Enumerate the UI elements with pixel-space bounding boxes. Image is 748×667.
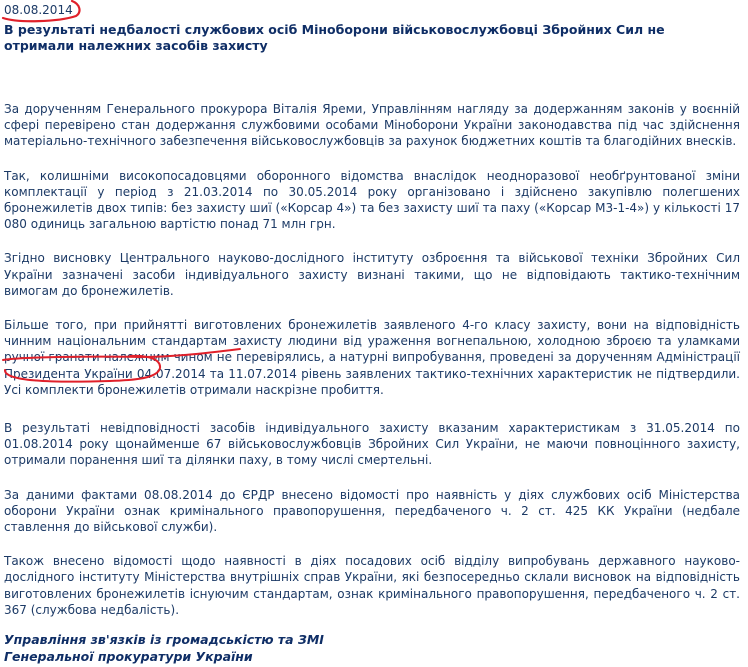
article-paragraph: За даними фактами 08.08.2014 до ЄРДР внесено відомості про наявність у діях службових осіб Міністерства оборони України ознак кримінального правопорушення, передбаченого ч. 2 ст. 425 КК України (недбале ставлення до військової служби). bbox=[4, 487, 740, 535]
paragraph-text: рівень заявлених тактико-технічних характеристик не підтвердили. Усі комплекти бронежилетів отримали наскрізне пробиття. bbox=[4, 366, 740, 397]
article-paragraph: Також внесено відомості щодо наявності в діях посадових осіб відділу випробувань державного науково-дослідного інституту Міністерства внутрішніх справ України, які безпосередньо склали висновок на відповідність виготовлених бронежилетів існуючим стандартам, ознак кримінального правопорушення, передбаченого ч. 2 ст. 367 (службова недбалість). bbox=[4, 554, 740, 617]
highlighted-test-dates: 04.07.2014 та 11.07.2014 bbox=[136, 366, 297, 381]
article-title: В результаті недбалості службових осіб Міноборони військовослужбовці Збройних Сил не отримали належних засобів захисту bbox=[4, 22, 665, 53]
article-paragraph: В результаті невідповідності засобів індивідуального захисту вказаним характеристикам з 31.05.2014 по 01.08.2014 року щонайменше 67 військовослужбовців Збройних Сил України, не маючи повноцінного захисту, отримали поранення шиї та ділянки паху, в тому числі смертельні. bbox=[4, 421, 740, 468]
paragraph-text: Більше того, при прийнятті виготовлених бронежилетів заявленого 4-го класу захисту, вони на відповідність чинним національним стандартам захисту людини від ураження вогнепальною, холодною зброєю та уламками ручної гранати належним чином не перевірялись, а натурні випробування, проведені за дорученням Адміністрації Президента України bbox=[4, 318, 740, 381]
publication-date: 08.08.2014 bbox=[4, 3, 73, 17]
article-paragraph: Так, колишніми високопосадовцями оборонного відомства внаслідок неодноразової необґрунтованої зміни комплектації у період з 21.03.2014 по 30.05.2014 року організовано і здійснено закупівлю полегшених бронежилетів двох типів: без захисту шиї («Корсар 4») та без захисту шиї та паху («Корсар М3-1-4») у кількості 17 080 одиниць загальною вартістю понад 71 млн грн. bbox=[4, 168, 740, 232]
article-paragraph bbox=[4, 317, 740, 398]
signature-block bbox=[4, 631, 324, 665]
article-paragraph: Згідно висновку Центрального науково-дослідного інституту озброєння та військової техніки Збройних Сил України зазначені засоби індивідуального захисту визнані такими, що не відповідають тактико-технічним вимогам до бронежилетів. bbox=[4, 251, 740, 298]
article-paragraph: За дорученням Генерального прокурора Віталія Яреми, Управлінням нагляду за додержанням законів у воєнній сфері перевірено стан додержання службовими особами Міноборони України законодавства під час здійснення матеріально-технічного забезпечення військовослужбовців за рахунок бюджетних коштів та благодійних внесків. bbox=[4, 102, 740, 149]
signature-organization: Генеральної прокуратури України bbox=[4, 649, 253, 664]
article-body bbox=[4, 101, 740, 636]
signature-department: Управління зв'язків із громадськістю та ЗМІ bbox=[4, 632, 324, 647]
